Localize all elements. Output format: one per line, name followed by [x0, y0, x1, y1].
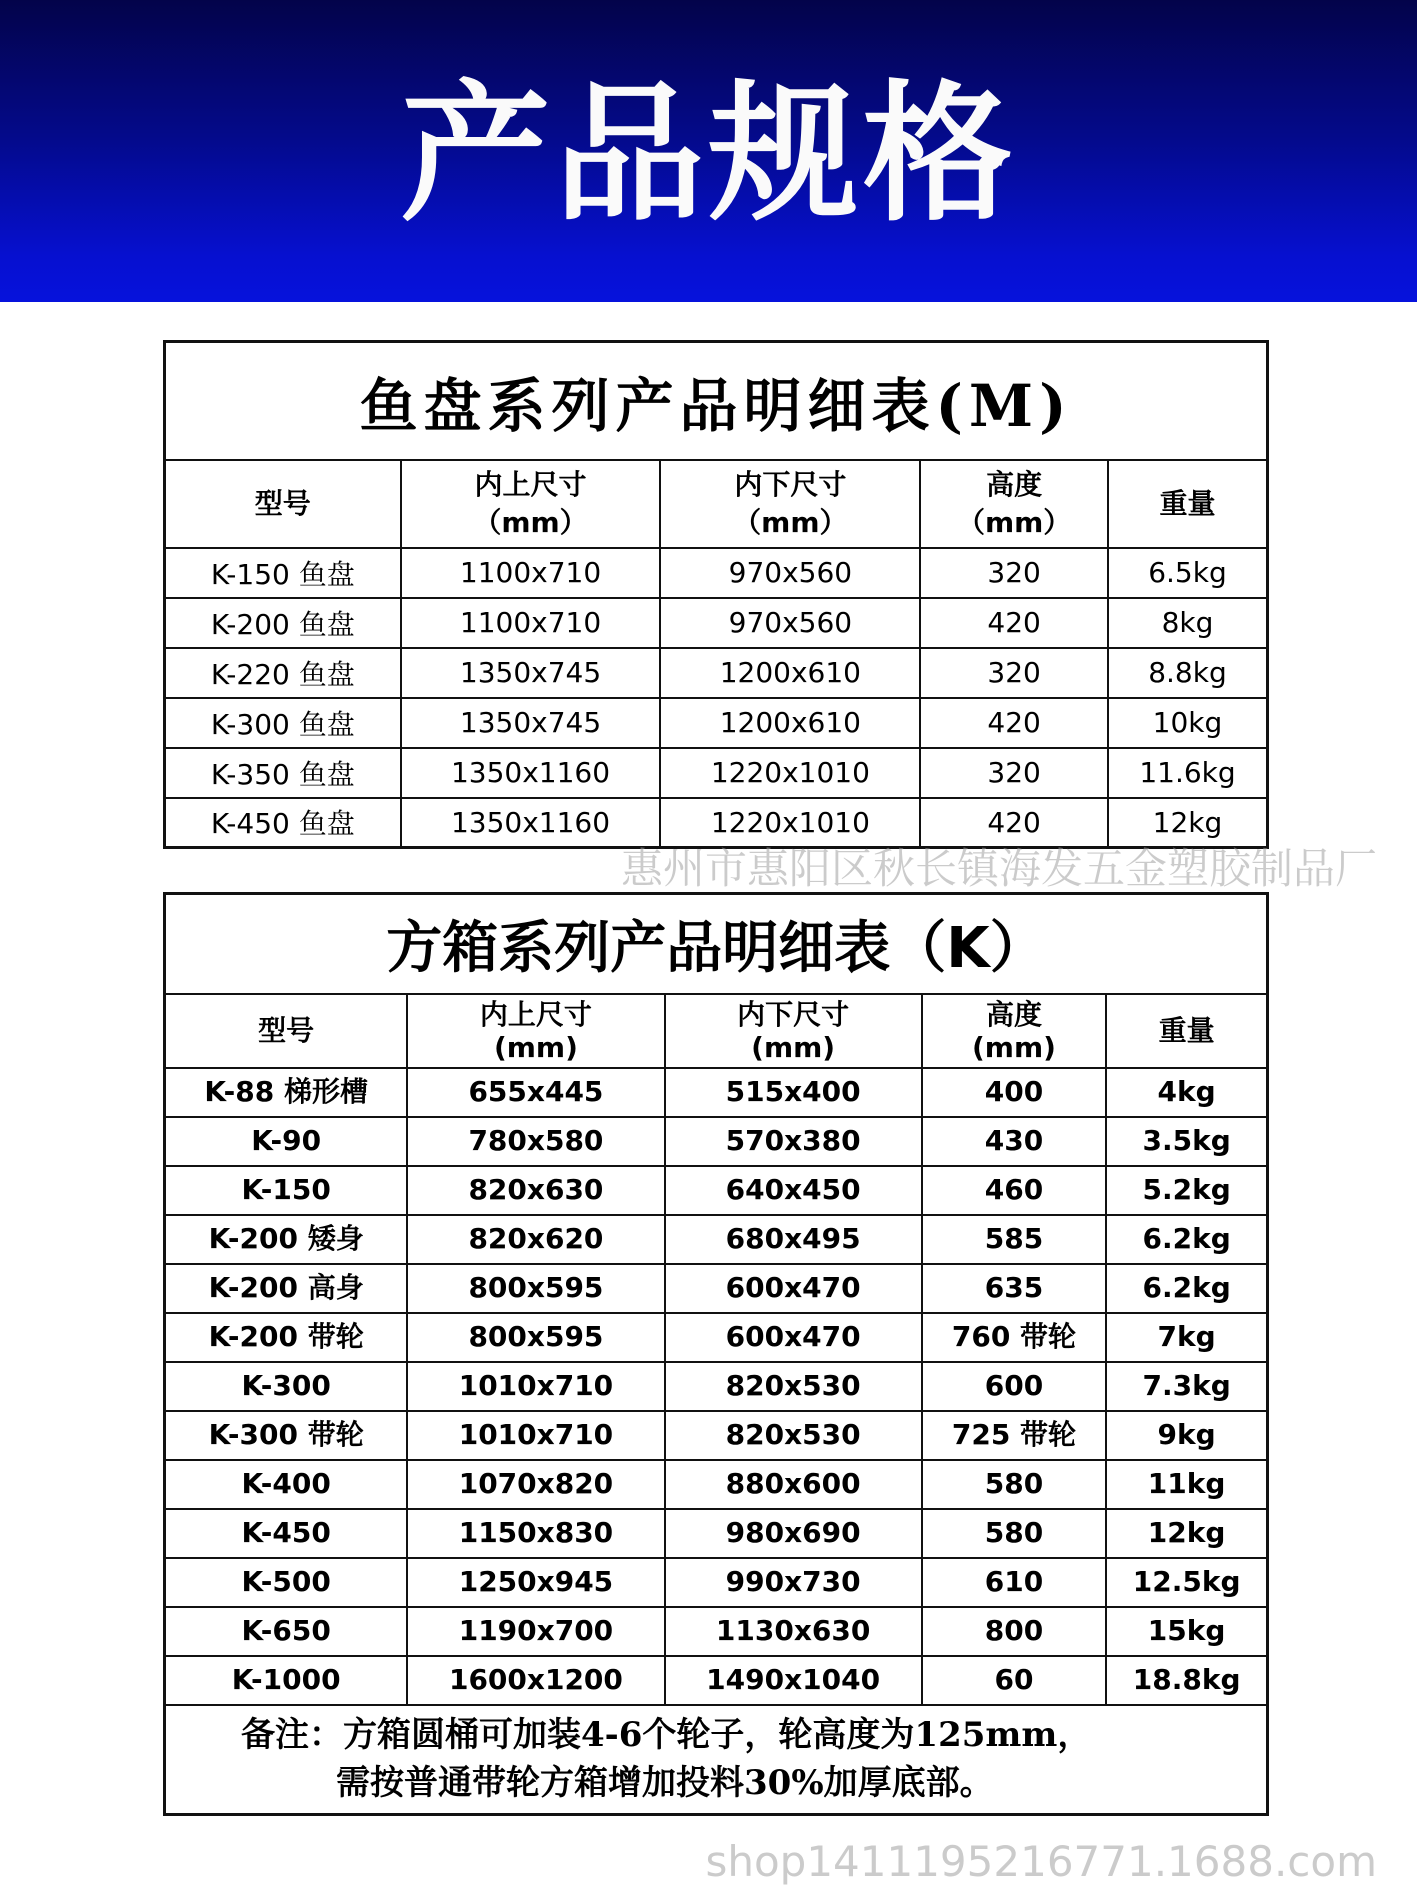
table-cell: 12kg — [1108, 798, 1268, 848]
footnote-line-2: 需按普通带轮方箱增加投料30%加厚底部。 — [336, 1763, 994, 1804]
table-row — [165, 1362, 1268, 1411]
table-cell: 580 — [922, 1460, 1107, 1509]
header-label: 内上尺寸 — [474, 467, 587, 501]
table-cell: 970x560 — [660, 598, 920, 648]
table-cell: K-300 带轮 — [165, 1411, 408, 1460]
table-cell: 1010x710 — [407, 1411, 664, 1460]
table-cell: 400 — [922, 1068, 1107, 1117]
column-header — [401, 460, 661, 548]
table-cell: K-300 鱼盘 — [165, 698, 401, 748]
table-cell: 800x595 — [407, 1264, 664, 1313]
table-cell: 990x730 — [665, 1558, 922, 1607]
table-cell: 420 — [920, 798, 1108, 848]
table-cell: 1350x745 — [401, 648, 661, 698]
column-header — [165, 460, 401, 548]
header-label: 重量 — [1159, 486, 1216, 520]
table-row — [165, 1607, 1268, 1656]
table-cell: 655x445 — [407, 1068, 664, 1117]
table-cell: 1350x745 — [401, 698, 661, 748]
table-cell: 8kg — [1108, 598, 1268, 648]
table-cell: 1250x945 — [407, 1558, 664, 1607]
table-cell: K-650 — [165, 1607, 408, 1656]
table-cell: 1010x710 — [407, 1362, 664, 1411]
table-cell: 635 — [922, 1264, 1107, 1313]
header-label: 型号 — [258, 1014, 315, 1047]
table-cell: 6.2kg — [1106, 1215, 1267, 1264]
table-title: 方箱系列产品明细表（K） — [165, 894, 1268, 994]
table-row — [165, 1656, 1268, 1705]
table-row — [165, 1166, 1268, 1215]
header-label: 内下尺寸 — [737, 997, 850, 1031]
watermark-url: shop1411195216771.1688.com — [705, 1837, 1377, 1886]
column-header — [1106, 994, 1267, 1068]
table-cell: 800x595 — [407, 1313, 664, 1362]
header-unit: （mm） — [733, 505, 848, 539]
table-cell: K-350 鱼盘 — [165, 748, 401, 798]
table-cell: 15kg — [1106, 1607, 1267, 1656]
table-cell: 600 — [922, 1362, 1107, 1411]
table-cell: 9kg — [1106, 1411, 1267, 1460]
table-cell: 820x630 — [407, 1166, 664, 1215]
table-cell: 1350x1160 — [401, 798, 661, 848]
table-cell: 1200x610 — [660, 698, 920, 748]
header-unit: (mm) — [751, 1030, 836, 1064]
table-row — [165, 1509, 1268, 1558]
table-row — [165, 1313, 1268, 1362]
table-cell: 6.5kg — [1108, 548, 1268, 598]
table-cell: 880x600 — [665, 1460, 922, 1509]
table-cell: 1490x1040 — [665, 1656, 922, 1705]
table-cell: 1200x610 — [660, 648, 920, 698]
table-row — [165, 1117, 1268, 1166]
table-cell: 610 — [922, 1558, 1107, 1607]
column-header — [665, 994, 922, 1068]
table-cell: 8.8kg — [1108, 648, 1268, 698]
table-cell: 1600x1200 — [407, 1656, 664, 1705]
column-header — [920, 460, 1108, 548]
table-cell: 760 带轮 — [922, 1313, 1107, 1362]
table-cell: 820x620 — [407, 1215, 664, 1264]
header-label: 内上尺寸 — [479, 997, 592, 1031]
table-cell: 980x690 — [665, 1509, 922, 1558]
column-header — [1108, 460, 1268, 548]
table-cell: 5.2kg — [1106, 1166, 1267, 1215]
table-cell: 420 — [920, 598, 1108, 648]
watermark-company: 惠州市惠阳区秋长镇海发五金塑胶制品厂 — [620, 844, 1377, 893]
table-row — [165, 1460, 1268, 1509]
table-cell: K-500 — [165, 1558, 408, 1607]
table-cell: 1190x700 — [407, 1607, 664, 1656]
table-cell: 430 — [922, 1117, 1107, 1166]
table-cell: 970x560 — [660, 548, 920, 598]
table-cell: K-220 鱼盘 — [165, 648, 401, 698]
table-cell: 1130x630 — [665, 1607, 922, 1656]
table-cell: 10kg — [1108, 698, 1268, 748]
header-unit: （mm） — [473, 505, 588, 539]
table-cell: 820x530 — [665, 1362, 922, 1411]
header-unit: (mm) — [971, 1030, 1056, 1064]
table-cell: 1100x710 — [401, 548, 661, 598]
table-row — [165, 1215, 1268, 1264]
table-cell: 1220x1010 — [660, 798, 920, 848]
table-cell: 800 — [922, 1607, 1107, 1656]
table-row — [165, 1411, 1268, 1460]
table-cell: 6.2kg — [1106, 1264, 1267, 1313]
table-cell: 580 — [922, 1509, 1107, 1558]
table-cell: 725 带轮 — [922, 1411, 1107, 1460]
table-cell: K-150 鱼盘 — [165, 548, 401, 598]
footnote — [165, 1705, 1268, 1815]
table-cell: 1100x710 — [401, 598, 661, 648]
table-cell: 1070x820 — [407, 1460, 664, 1509]
table-cell: K-450 — [165, 1509, 408, 1558]
table-cell: 1220x1010 — [660, 748, 920, 798]
table-cell: 320 — [920, 648, 1108, 698]
table-cell: 420 — [920, 698, 1108, 748]
table-cell: K-200 矮身 — [165, 1215, 408, 1264]
table-cell: 60 — [922, 1656, 1107, 1705]
table-cell: 320 — [920, 548, 1108, 598]
header-label: 高度 — [986, 467, 1043, 501]
table-cell: K-200 带轮 — [165, 1313, 408, 1362]
table-cell: 820x530 — [665, 1411, 922, 1460]
header-label: 型号 — [254, 486, 311, 520]
table-cell: K-450 鱼盘 — [165, 798, 401, 848]
header-unit: (mm) — [493, 1030, 578, 1064]
table-cell: 1350x1160 — [401, 748, 661, 798]
table-cell: 600x470 — [665, 1313, 922, 1362]
table-cell: K-300 — [165, 1362, 408, 1411]
table-row — [165, 648, 1268, 698]
table-cell: K-200 鱼盘 — [165, 598, 401, 648]
table-cell: K-90 — [165, 1117, 408, 1166]
table-row — [165, 1068, 1268, 1117]
table-cell: 780x580 — [407, 1117, 664, 1166]
table-cell: 11.6kg — [1108, 748, 1268, 798]
fish-tray-spec-table — [163, 340, 1269, 849]
table-cell: 460 — [922, 1166, 1107, 1215]
table-cell: 320 — [920, 748, 1108, 798]
table-cell: K-88 梯形槽 — [165, 1068, 408, 1117]
table-title: 鱼盘系列产品明细表(M) — [165, 342, 1268, 460]
table-cell: 12kg — [1106, 1509, 1267, 1558]
table-cell: K-150 — [165, 1166, 408, 1215]
table-cell: 3.5kg — [1106, 1117, 1267, 1166]
table-row — [165, 798, 1268, 848]
table-cell: 7kg — [1106, 1313, 1267, 1362]
column-header — [660, 460, 920, 548]
column-header — [922, 994, 1107, 1068]
header-unit: （mm） — [956, 505, 1072, 539]
table-row — [165, 1264, 1268, 1313]
table-row — [165, 598, 1268, 648]
table-cell: 7.3kg — [1106, 1362, 1267, 1411]
column-header — [407, 994, 664, 1068]
column-header — [165, 994, 408, 1068]
table-row — [165, 748, 1268, 798]
table-cell: K-400 — [165, 1460, 408, 1509]
table-cell: K-200 高身 — [165, 1264, 408, 1313]
table-row — [165, 548, 1268, 598]
page-title: 产品规格 — [400, 68, 1017, 242]
header-label: 内下尺寸 — [734, 467, 847, 501]
table-cell: 11kg — [1106, 1460, 1267, 1509]
table-cell: 585 — [922, 1215, 1107, 1264]
table-row — [165, 698, 1268, 748]
table-cell: 680x495 — [665, 1215, 922, 1264]
header-banner — [0, 0, 1417, 302]
table-cell: 570x380 — [665, 1117, 922, 1166]
table-cell: 640x450 — [665, 1166, 922, 1215]
footnote-line-1: 备注：方箱圆桶可加装4-6个轮子，轮高度为125mm， — [241, 1715, 1092, 1756]
table-row — [165, 1558, 1268, 1607]
header-label: 高度 — [985, 997, 1042, 1031]
box-spec-table — [163, 892, 1269, 1816]
table-cell: 18.8kg — [1106, 1656, 1267, 1705]
table-cell: 4kg — [1106, 1068, 1267, 1117]
table-cell: 12.5kg — [1106, 1558, 1267, 1607]
table-cell: 515x400 — [665, 1068, 922, 1117]
header-label: 重量 — [1158, 1014, 1215, 1047]
table-cell: K-1000 — [165, 1656, 408, 1705]
table-cell: 600x470 — [665, 1264, 922, 1313]
table-cell: 1150x830 — [407, 1509, 664, 1558]
